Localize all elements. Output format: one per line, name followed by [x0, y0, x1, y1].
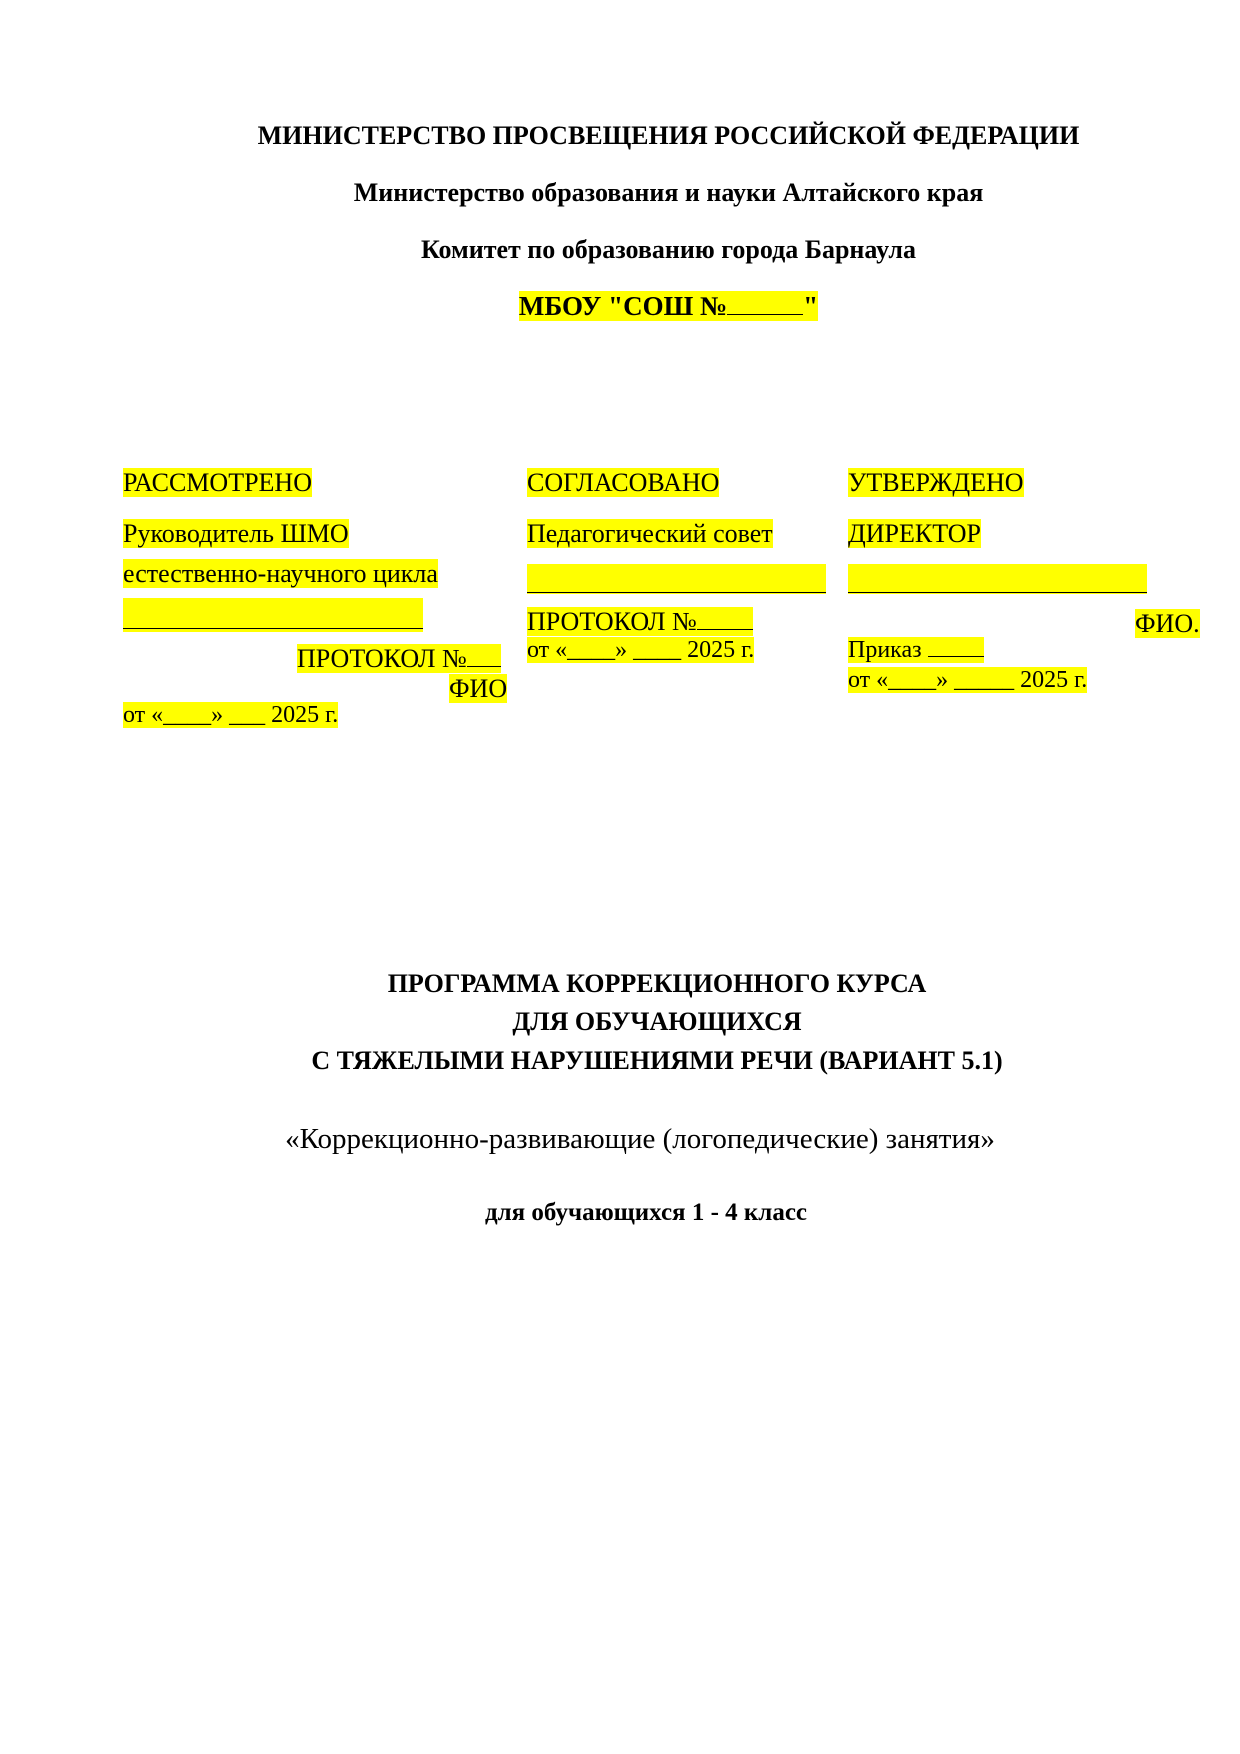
considered-date: от «____» ___ 2025 г.: [123, 702, 339, 728]
agreed-body: Педагогический совет: [527, 519, 773, 548]
school-prefix: МБОУ "СОШ №: [518, 291, 728, 321]
regional-ministry-heading: Министерство образования и науки Алтайского края: [353, 178, 984, 207]
approved-title: УТВЕРЖДЕНО: [848, 468, 1024, 497]
approved-signature-line: [848, 564, 1147, 594]
considered-signature-line: [123, 598, 423, 632]
course-name: «Коррекционно-развивающие (логопедические) занятия»: [285, 1123, 995, 1155]
agreed-date: от «____» ____ 2025 г.: [527, 637, 755, 663]
considered-role-line1: Руководитель ШМО: [123, 519, 349, 548]
school-suffix: ": [803, 291, 819, 321]
committee-heading: Комитет по образованию города Барнаула: [420, 235, 917, 264]
school-name: [0, 290, 1240, 322]
considered-role-line2: естественно-научного цикла: [123, 559, 438, 588]
approved-date: от «____» _____ 2025 г.: [848, 667, 1088, 693]
considered-title: РАССМОТРЕНО: [123, 468, 312, 497]
program-title-line3: С ТЯЖЕЛЫМИ НАРУШЕНИЯМИ РЕЧИ (ВАРИАНТ 5.1): [311, 1046, 1003, 1075]
considered-name: ФИО: [449, 674, 508, 703]
program-title-line2: ДЛЯ ОБУЧАЮЩИХСЯ: [512, 1007, 802, 1036]
approved-order: Приказ: [848, 636, 984, 665]
approved-role: ДИРЕКТОР: [848, 519, 981, 548]
considered-protocol: ПРОТОКОЛ №: [297, 643, 501, 674]
agreed-protocol: ПРОТОКОЛ №: [527, 606, 753, 637]
school-number-blank: [727, 314, 803, 315]
grades-label: для обучающихся 1 - 4 класс: [484, 1199, 808, 1226]
agreed-signature-line: [527, 564, 826, 594]
ministry-heading: МИНИСТЕРСТВО ПРОСВЕЩЕНИЯ РОССИЙСКОЙ ФЕДЕРАЦИИ: [257, 121, 1080, 150]
agreed-title: СОГЛАСОВАНО: [527, 468, 720, 497]
approved-name: ФИО.: [1135, 609, 1200, 638]
program-title-line1: ПРОГРАММА КОРРЕКЦИОННОГО КУРСА: [387, 969, 927, 998]
